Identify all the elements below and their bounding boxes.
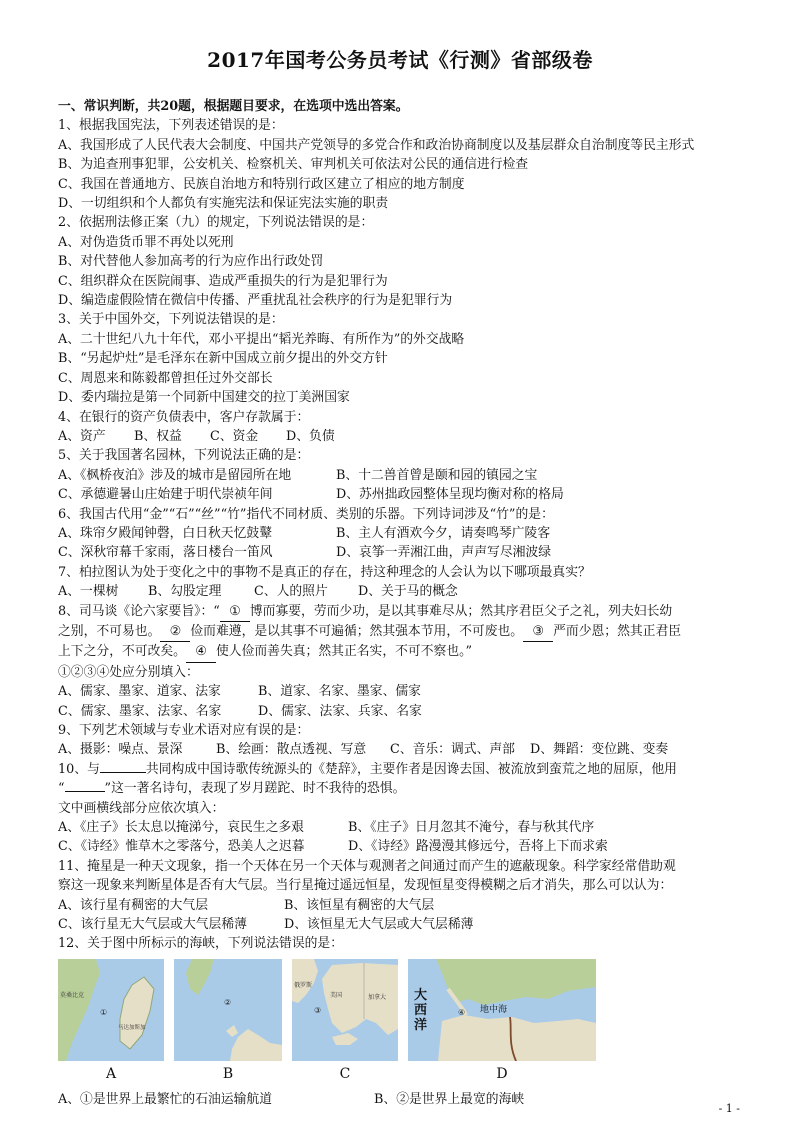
question-12-option-b: B、②是世界上最宽的海峡 — [374, 1092, 525, 1108]
question-5-stem: 5、关于我国著名园林，下列说法正确的是： — [58, 448, 310, 464]
question-8-option-d: D、儒家、法家、兵家、名家 — [258, 703, 422, 719]
map-b-marker: ② — [224, 997, 232, 1007]
question-2-stem: 2、依据刑法修正案（九）的规定，下列说法错误的是： — [58, 215, 374, 231]
question-7-option-d: D、关于马的概念 — [358, 584, 458, 600]
map-c-label-usa: 美国 — [330, 991, 343, 999]
question-11-line-1: 11、掩星是一种天文现象，指一个天体在另一个天体与观测者之间通过而产生的遮蔽现象。科学家经常借助观 — [58, 858, 676, 874]
map-a-marker: ① — [100, 1007, 108, 1017]
question-4-option-a: A、资产 — [58, 428, 106, 444]
question-8-text: 俭而难遵，是以其事不可遍循；然其强本节用，不可废也。 — [190, 623, 524, 639]
question-8-options-cd — [58, 702, 742, 721]
question-9-option-b: B、绘画：散点透视、写意 — [216, 742, 367, 758]
map-a-label: A — [105, 1065, 117, 1082]
question-8-fill: ①②③④处应分别填入： — [58, 664, 199, 680]
question-4-options — [58, 427, 742, 446]
map-c-image — [292, 959, 398, 1061]
question-12-option-a: A、①是世界上最繁忙的石油运输航道 — [58, 1092, 272, 1108]
question-11-option-a: A、该行星有稠密的大气层 — [58, 897, 209, 913]
question-8-options-ab — [58, 682, 742, 701]
question-8-blank-4: ④ — [186, 642, 216, 662]
question-8-line-1 — [58, 602, 742, 622]
question-4-option-b: B、权益 — [134, 428, 182, 444]
question-4-option-c: C、资金 — [210, 428, 259, 444]
question-6-option-b: B、主人有酒欢今夕，请奏鸣琴广陵客 — [336, 525, 551, 541]
question-9-stem: 9、下列艺术领域与专业术语对应有误的是： — [58, 723, 310, 738]
question-8-text: 严而少恩；然其正君臣 — [553, 623, 682, 639]
question-3-option-c: C、周恩来和陈毅都曾担任过外交部长 — [58, 370, 273, 386]
question-8-option-a: A、儒家、墨家、道家、法家 — [58, 684, 221, 700]
question-3-option-b: B、“另起炉灶”是毛泽东在新中国成立前夕提出的外交方针 — [58, 351, 388, 367]
question-9-option-a: A、摄影：噪点、景深 — [58, 742, 183, 758]
question-9-options — [58, 740, 742, 759]
map-d-label: D — [496, 1065, 508, 1082]
map-b — [174, 959, 282, 1061]
question-5-option-b: B、十二兽首曾是颐和园的镇园之宝 — [336, 467, 538, 483]
map-b-label: B — [222, 1065, 234, 1082]
question-4-option-d: D、负债 — [286, 428, 335, 444]
question-6-option-d: D、哀筝一弄湘江曲，声声写尽湘波绿 — [336, 545, 552, 561]
question-2-option-c: C、组织群众在医院闹事、造成严重损失的行为是犯罪行为 — [58, 273, 388, 289]
question-10-fill: 文中画横线部分应依次填入： — [58, 800, 225, 816]
question-7-options — [58, 582, 742, 601]
question-1-option-a: A、我国形成了人民代表大会制度、中国共产党领导的多党合作和政治协商制度以及基层群众自治制度等民主形式 — [58, 137, 695, 153]
question-1-option-c: C、我国在普通地方、民族自治地方和特别行政区建立了相应的地方制度 — [58, 176, 465, 192]
map-d-image — [408, 959, 596, 1061]
question-2-option-a: A、对伪造货币罪不再处以死刑 — [58, 234, 234, 250]
question-2-option-b: B、对代替他人参加高考的行为应作出行政处罚 — [58, 254, 324, 270]
question-7-option-b: B、勾股定理 — [148, 584, 222, 600]
map-d-marker: ④ — [458, 1007, 466, 1017]
question-8-option-c: C、儒家、墨家、法家、名家 — [58, 703, 222, 719]
question-11-options-cd — [58, 915, 742, 934]
question-8-text: 博而寡要，劳而少功，是以其事难尽从；然其序君臣父子之礼，列夫妇长幼 — [249, 603, 673, 619]
question-5-options-cd — [58, 485, 742, 504]
question-9-option-c: C、音乐：调式、声部 — [390, 742, 515, 758]
question-3-stem: 3、关于中国外交，下列说法错误的是： — [58, 312, 284, 328]
question-10-text: ”这一著名诗句，表现了岁月蹉跎、时不我待的恐惧。 — [104, 781, 406, 797]
map-c — [292, 959, 398, 1061]
question-11-line-2: 察这一现象来判断星体是否有大气层。当行星掩过遥远恒星，发现恒星变得模糊之后才消失，那么可以认为： — [58, 878, 673, 894]
question-8-text: 上下之分，不可改矣。 — [58, 644, 186, 660]
question-8-line-3 — [58, 642, 742, 662]
question-10-option-c: C、《诗经》惟草木之零落兮，恐美人之迟暮 — [58, 839, 305, 855]
question-10-blank-1 — [100, 772, 146, 773]
question-8-text: 使人俭而善失真；然其正名实，不可不察也。” — [215, 644, 473, 660]
map-a — [58, 959, 164, 1061]
question-11-option-c: C、该行星无大气层或大气层稀薄 — [58, 917, 247, 933]
question-10-option-a: A、《庄子》长太息以掩涕兮，哀民生之多艰 — [58, 820, 304, 836]
question-8-blank-1: ① — [220, 602, 250, 622]
map-a-label-mozambique: 莫桑比克 — [60, 991, 85, 999]
map-c-label-russia: 俄罗斯 — [294, 981, 313, 989]
question-10-options-ab — [58, 818, 742, 837]
question-8-text: 8、司马谈《论六家要旨》：“ — [58, 603, 220, 619]
question-11-options-ab — [58, 896, 742, 915]
page-number: - 1 - — [718, 1102, 740, 1115]
question-6-stem: 6、我国古代用“金”“石”“丝”“竹”指代不同材质、类别的乐器。下列诗词涉及“竹”的是： — [58, 506, 554, 522]
strait-maps — [58, 959, 742, 1061]
question-10-text: 10、与 — [58, 761, 100, 777]
question-4-stem: 4、在银行的资产负债表中，客户存款属于： — [58, 409, 310, 425]
question-10-line-1 — [58, 760, 742, 779]
map-c-label: C — [339, 1065, 351, 1082]
question-3-option-a: A、二十世纪八九十年代，邓小平提出“韬光养晦、有所作为”的外交战略 — [58, 331, 465, 347]
map-d-label-xi: 西 — [414, 1002, 428, 1018]
question-1-option-b: B、为追查刑事犯罪，公安机关、检察机关、审判机关可依法对公民的通信进行检查 — [58, 157, 529, 173]
map-d — [408, 959, 596, 1061]
question-10-option-d: D、《诗经》路漫漫其修远兮，吾将上下而求索 — [348, 839, 608, 855]
questions — [58, 97, 742, 1110]
question-10-option-b: B、《庄子》日月忽其不淹兮，春与秋其代序 — [348, 820, 595, 836]
map-a-image — [58, 959, 164, 1061]
question-11-option-d: D、该恒星无大气层或大气层稀薄 — [284, 917, 474, 933]
question-5-option-c: C、承德避暑山庄始建于明代崇祯年间 — [58, 487, 273, 503]
question-8-line-2 — [58, 622, 742, 642]
question-10-blank-2 — [65, 791, 105, 792]
map-d-label-yang: 洋 — [414, 1017, 428, 1033]
question-6-option-c: C、深秋帘幕千家雨，落日楼台一笛风 — [58, 545, 273, 561]
question-6-option-a: A、珠帘夕殿闻钟磬，白日秋天忆鼓鼙 — [58, 525, 272, 541]
map-c-marker: ③ — [314, 1005, 322, 1015]
question-8-text: 之别，不可易也。 — [58, 623, 161, 639]
question-12-options-ab — [58, 1090, 742, 1109]
question-3-option-d: D、委内瑞拉是第一个同新中国建交的拉丁美洲国家 — [58, 390, 350, 406]
question-8-blank-2: ② — [160, 622, 190, 642]
question-5-options-ab — [58, 466, 742, 485]
question-7-option-a: A、一棵树 — [58, 584, 119, 600]
question-8-option-b: B、道家、名家、墨家、儒家 — [258, 684, 421, 700]
question-5-option-d: D、苏州拙政园整体呈现均衡对称的格局 — [336, 487, 564, 503]
question-11-option-b: B、该恒星有稠密的大气层 — [284, 897, 435, 913]
question-1-option-d: D、一切组织和个人都负有实施宪法和保证宪法实施的职责 — [58, 196, 389, 212]
map-d-label-mediterranean: 地中海 — [480, 1004, 508, 1015]
question-12-stem: 12、关于图中所标示的海峡，下列说法错误的是： — [58, 936, 344, 952]
question-7-option-c: C、人的照片 — [254, 584, 328, 600]
question-1-stem: 1、根据我国宪法，下列表述错误的是： — [58, 118, 284, 134]
map-a-label-madagascar: 马达加斯加 — [118, 1024, 146, 1031]
map-d-label-da: 大 — [414, 987, 428, 1003]
question-2-option-d: D、编造虚假险情在微信中传播、严重扰乱社会秩序的行为是犯罪行为 — [58, 293, 453, 309]
question-10-line-2 — [58, 779, 742, 798]
section-heading: 一、常识判断，共20题，根据题目要求，在选项中选出答案。 — [58, 99, 409, 114]
page-title: 2017年国考公务员考试《行测》省部级卷 — [207, 48, 593, 72]
question-7-stem: 7、柏拉图认为处于变化之中的事物不是真正的存在，持这种理念的人会认为以下哪项最真实？ — [58, 564, 591, 580]
map-c-label-canada: 加拿大 — [368, 993, 387, 1001]
question-10-text: 共同构成中国诗歌传统源头的《楚辞》，主要作者是因谗去国、被流放到蛮荒之地的屈原，他用 — [145, 761, 677, 777]
map-labels — [58, 1065, 742, 1084]
question-6-options-ab — [58, 524, 742, 543]
question-8-blank-3: ③ — [523, 622, 553, 642]
question-9-option-d: D、舞蹈：变位跳、变奏 — [530, 742, 669, 758]
map-b-image — [174, 959, 282, 1061]
question-6-options-cd — [58, 543, 742, 562]
question-5-option-a: A、《枫桥夜泊》涉及的城市是留园所在地 — [58, 467, 292, 483]
question-10-text: “ — [58, 781, 65, 797]
question-10-options-cd — [58, 837, 742, 856]
